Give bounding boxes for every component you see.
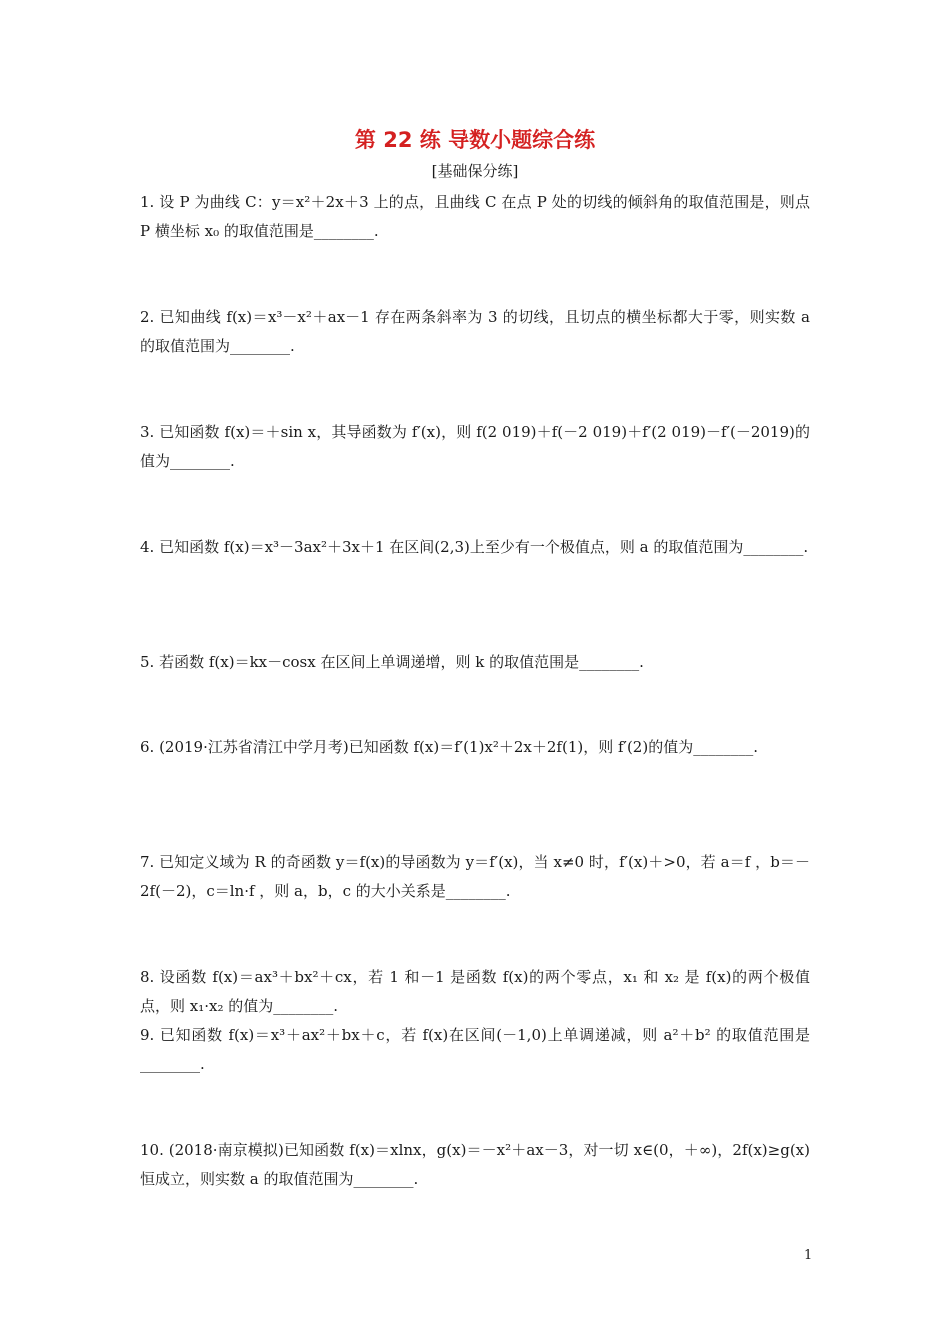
question-4: 4. 已知函数 f(x)＝x³－3ax²＋3x＋1 在区间(2,3)上至少有一个极值点，则 a 的取值范围为________. <box>140 538 809 556</box>
question-2: 2. 已知曲线 f(x)＝x³－x²＋ax－1 存在两条斜率为 3 的切线，且切点的横坐标都大于零，则实数 a 的取值范围为________. <box>140 308 810 355</box>
question-9: 9. 已知函数 f(x)＝x³＋ax²＋bx＋c，若 f(x)在区间(－1,0)上单调递减，则 a²＋b² 的取值范围是________. <box>140 1026 810 1073</box>
page-title: 第 22 练 导数小题综合练 <box>354 128 596 152</box>
question-10: 10. (2018·南京模拟)已知函数 f(x)＝xlnx，g(x)＝－x²＋ax－3，对一切 x∈(0，＋∞)，2f(x)≥g(x)恒成立，则实数 a 的取值范围为________. <box>140 1141 810 1188</box>
question-1: 1. 设 P 为曲线 C：y＝x²＋2x＋3 上的点，且曲线 C 在点 P 处的切线的倾斜角的取值范围是，则点 P 横坐标 x₀ 的取值范围是________. <box>140 193 810 240</box>
question-5: 5. 若函数 f(x)＝kx－cosx 在区间上单调递增，则 k 的取值范围是________. <box>140 653 644 671</box>
question-8: 8. 设函数 f(x)＝ax³＋bx²＋cx，若 1 和－1 是函数 f(x)的两个零点，x₁ 和 x₂ 是 f(x)的两个极值点，则 x₁·x₂ 的值为________. <box>140 968 810 1015</box>
page-number: 1 <box>804 1248 813 1263</box>
question-6: 6. (2019·江苏省清江中学月考)已知函数 f(x)＝f′(1)x²＋2x＋2f(1)，则 f′(2)的值为________. <box>140 738 758 756</box>
question-3: 3. 已知函数 f(x)＝＋sin x，其导函数为 f′(x)，则 f(2 019)＋f(－2 019)＋f′(2 019)－f′(－2019)的值为________. <box>140 423 810 470</box>
section-heading: [基础保分练] <box>431 162 519 180</box>
question-7: 7. 已知定义域为 R 的奇函数 y＝f(x)的导函数为 y＝f′(x)，当 x≠0 时，f′(x)＋>0，若 a＝f ，b＝－2f(－2)，c＝ln·f ，则 a，b，c 的大小关系是________. <box>140 853 810 900</box>
